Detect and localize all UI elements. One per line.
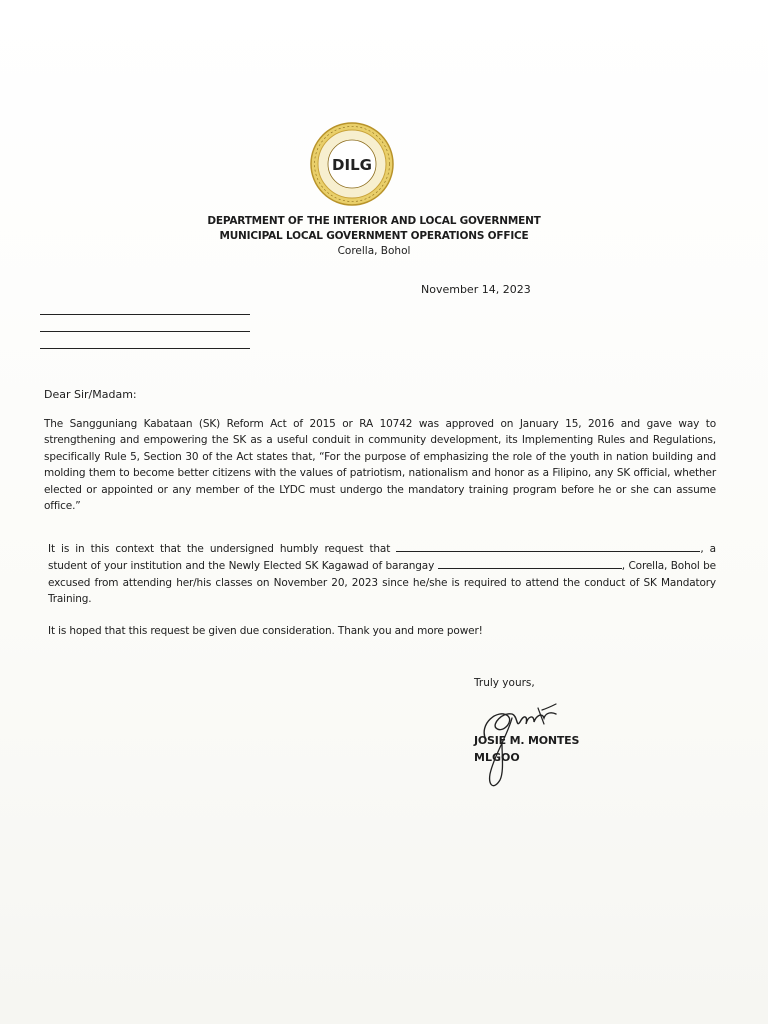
signer-name: JOSIE M. MONTES — [474, 734, 580, 747]
department-name: DEPARTMENT OF THE INTERIOR AND LOCAL GOVERNMENT — [207, 215, 541, 227]
complimentary-close: Truly yours, — [474, 677, 535, 689]
comma: , — [700, 543, 704, 555]
signer-title: MLGOO — [474, 751, 520, 764]
barangay-name-blank — [438, 557, 622, 569]
body-paragraph-2 — [48, 540, 716, 608]
body-paragraph-1: The Sangguniang Kabataan (SK) Reform Act of 2015 or RA 10742 was approved on January 15, 2016 and gave way to strengthening and empowering the SK as a useful conduit in community development, its Implementing Rules and Regulations, specifically Rule 5, Section 30 of the Act states that, “For the purpose of emphasizing the role of the youth in nation building and molding them to become better citizens with the values of patriotism, nationalism and honor as a Filipino, any SK official, whether elected or appointed or any member of the LYDC must undergo the mandatory training program before he or she can assume office.” — [44, 418, 716, 513]
comma: , — [621, 560, 625, 573]
dilg-seal-logo — [310, 122, 394, 206]
seal-text: DILG — [332, 156, 372, 174]
recipient-line-1 — [40, 314, 250, 315]
salutation: Dear Sir/Madam: — [44, 388, 137, 401]
letter-date: November 14, 2023 — [421, 283, 531, 296]
excuse-request-text: Corella, Bohol be excused from attending her/his classes on November 20, 2023 since he/she is required to attend the conduct of SK Mandatory Training. — [48, 560, 716, 606]
recipient-line-3 — [40, 348, 250, 349]
recipient-line-2 — [40, 331, 250, 332]
body-paragraph-3: It is hoped that this request be given due consideration. Thank you and more power! — [48, 625, 483, 637]
letterhead — [140, 214, 608, 259]
student-description-text: a student of your institution and the Newly Elected SK Kagawad of barangay — [48, 543, 716, 573]
office-name: MUNICIPAL LOCAL GOVERNMENT OPERATIONS OFFICE — [219, 230, 529, 242]
office-location: Corella, Bohol — [337, 245, 411, 257]
student-name-blank — [396, 540, 700, 552]
request-intro-text: It is in this context that the undersigned humbly request that — [48, 543, 391, 555]
